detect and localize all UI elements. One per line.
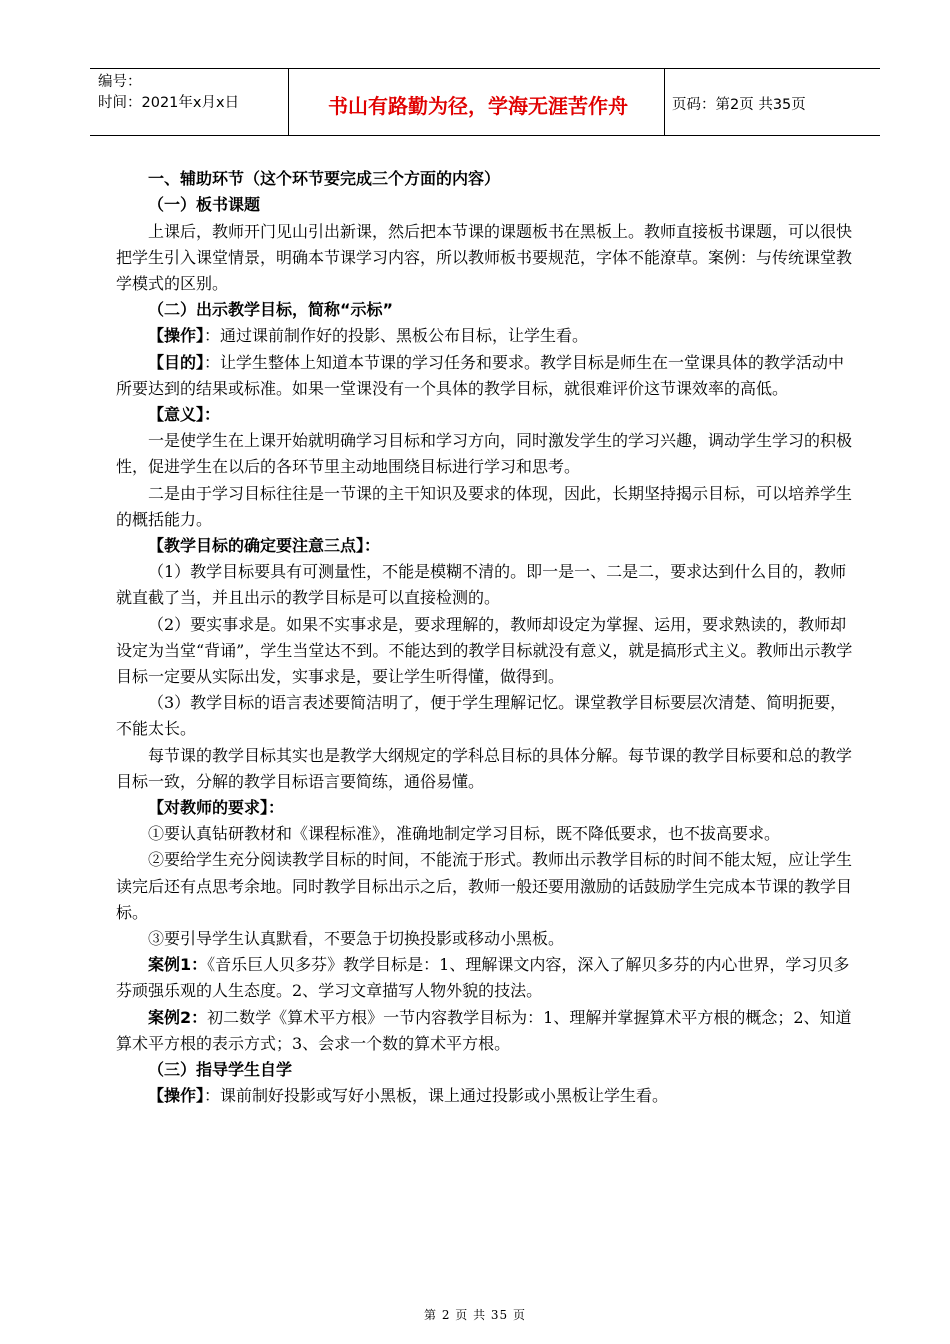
paragraph-text: ：让学生整体上知道本节课的学习任务和要求。教学目标是师生在一堂课具体的教学活动中所要达到的结果或标准。如果一堂课没有一个具体的教学目标，就很难评价这节课效率的高低。 <box>116 352 845 398</box>
paragraph <box>116 323 854 349</box>
header-motto: 书山有路勤为径，学海无涯苦作舟 <box>328 94 628 118</box>
bold-label: 【教学目标的确定要注意三点】： <box>148 536 381 556</box>
doc-number-label: 编号： <box>98 74 142 90</box>
subsection-title: （一）板书课题 <box>148 195 261 215</box>
bold-label: 【目的】 <box>148 352 205 372</box>
paragraph <box>116 1083 854 1109</box>
header-divider <box>288 68 289 136</box>
page-footer: 第 2 页 共 35 页 <box>424 1308 526 1322</box>
header-page-info: 页码：第2页 共35页 <box>672 97 806 113</box>
paragraph: 二是由于学习目标往往是一节课的主干知识及要求的体现，因此，长期坚持揭示目标，可以培养学生的概括能力。 <box>116 483 853 529</box>
header-meta <box>98 72 239 114</box>
list-item: ①要认真钻研教材和《课程标准》，准确地制定学习目标，既不降低要求，也不拔高要求。 <box>148 824 781 844</box>
list-item: （3）教学目标的语言表述要简洁明了，便于学生理解记忆。课堂教学目标要层次清楚、简明扼要，不能太长。 <box>116 693 847 739</box>
subsection-title: （三）指导学生自学 <box>148 1060 293 1080</box>
paragraph-text: ：课前制好投影或写好小黑板，课上通过投影或小黑板让学生看。 <box>204 1086 669 1106</box>
paragraph-text: 《音乐巨人贝多芬》教学目标是：1、理解课文内容，深入了解贝多芬的内心世界，学习贝多芬顽强乐观的人生态度。2、学习文章描写人物外貌的技法。 <box>116 955 850 1001</box>
header-top-rule <box>90 68 880 69</box>
paragraph-text: 初二数学《算术平方根》一节内容教学目标为：1、理解并掌握算术平方根的概念；2、知道算术平方根的表示方式；3、会求一个数的算术平方根。 <box>116 1007 852 1053</box>
paragraph: 每节课的教学目标其实也是教学大纲规定的学科总目标的具体分解。每节课的教学目标要和总的教学目标一致，分解的教学目标语言要简练，通俗易懂。 <box>116 745 853 791</box>
bold-label: 【操作】 <box>148 1086 205 1106</box>
doc-date: 时间：2021年x月x日 <box>98 95 240 111</box>
bold-label: 【操作】 <box>148 326 205 346</box>
subsection-title: （二）出示教学目标，简称“示标” <box>148 300 394 320</box>
case-label: 案例1： <box>148 955 208 975</box>
header-bottom-rule <box>90 135 880 136</box>
list-item: ③要引导学生认真默看，不要急于切换投影或移动小黑板。 <box>148 929 565 949</box>
paragraph: 上课后，教师开门见山引出新课，然后把本节课的课题板书在黑板上。教师直接板书课题，可以很快把学生引入课堂情景，明确本节课学习内容，所以教师板书要规范，字体不能潦草。案例：与传统课堂教学模式的区别。 <box>116 221 853 293</box>
case-paragraph <box>116 1005 854 1057</box>
case-paragraph <box>116 952 854 1004</box>
document-body <box>116 166 854 1110</box>
paragraph-text: ：通过课前制作好的投影、黑板公布目标，让学生看。 <box>204 326 589 346</box>
bold-label: 【对教师的要求】： <box>148 798 285 818</box>
section-title: 一、辅助环节（这个环节要完成三个方面的内容） <box>148 169 501 188</box>
paragraph: 一是使学生在上课开始就明确学习目标和学习方向，同时激发学生的学习兴趣，调动学生学习的积极性，促进学生在以后的各环节里主动地围绕目标进行学习和思考。 <box>116 431 853 477</box>
bold-label: 【意义】： <box>148 405 221 425</box>
paragraph <box>116 350 854 402</box>
list-item: （2）要实事求是。如果不实事求是，要求理解的，教师却设定为掌握、运用，要求熟读的，教师却设定为当堂“背诵”，学生当堂达不到。不能达到的教学目标就没有意义，就是搞形式主义。教师出示教学目标一定要从实际出发，实事求是，要让学生听得懂，做得到。 <box>116 614 853 687</box>
list-item: （1）教学目标要具有可测量性，不能是模糊不清的。即一是一、二是二，要求达到什么目的，教师就直截了当，并且出示的教学目标是可以直接检测的。 <box>116 562 847 608</box>
case-label: 案例2： <box>148 1007 208 1027</box>
header-divider <box>664 68 665 136</box>
list-item: ②要给学生充分阅读教学目标的时间，不能流于形式。教师出示教学目标的时间不能太短，应让学生读完后还有点思考余地。同时教学目标出示之后，教师一般还要用激励的话鼓励学生完成本节课的教学目标。 <box>116 850 853 922</box>
